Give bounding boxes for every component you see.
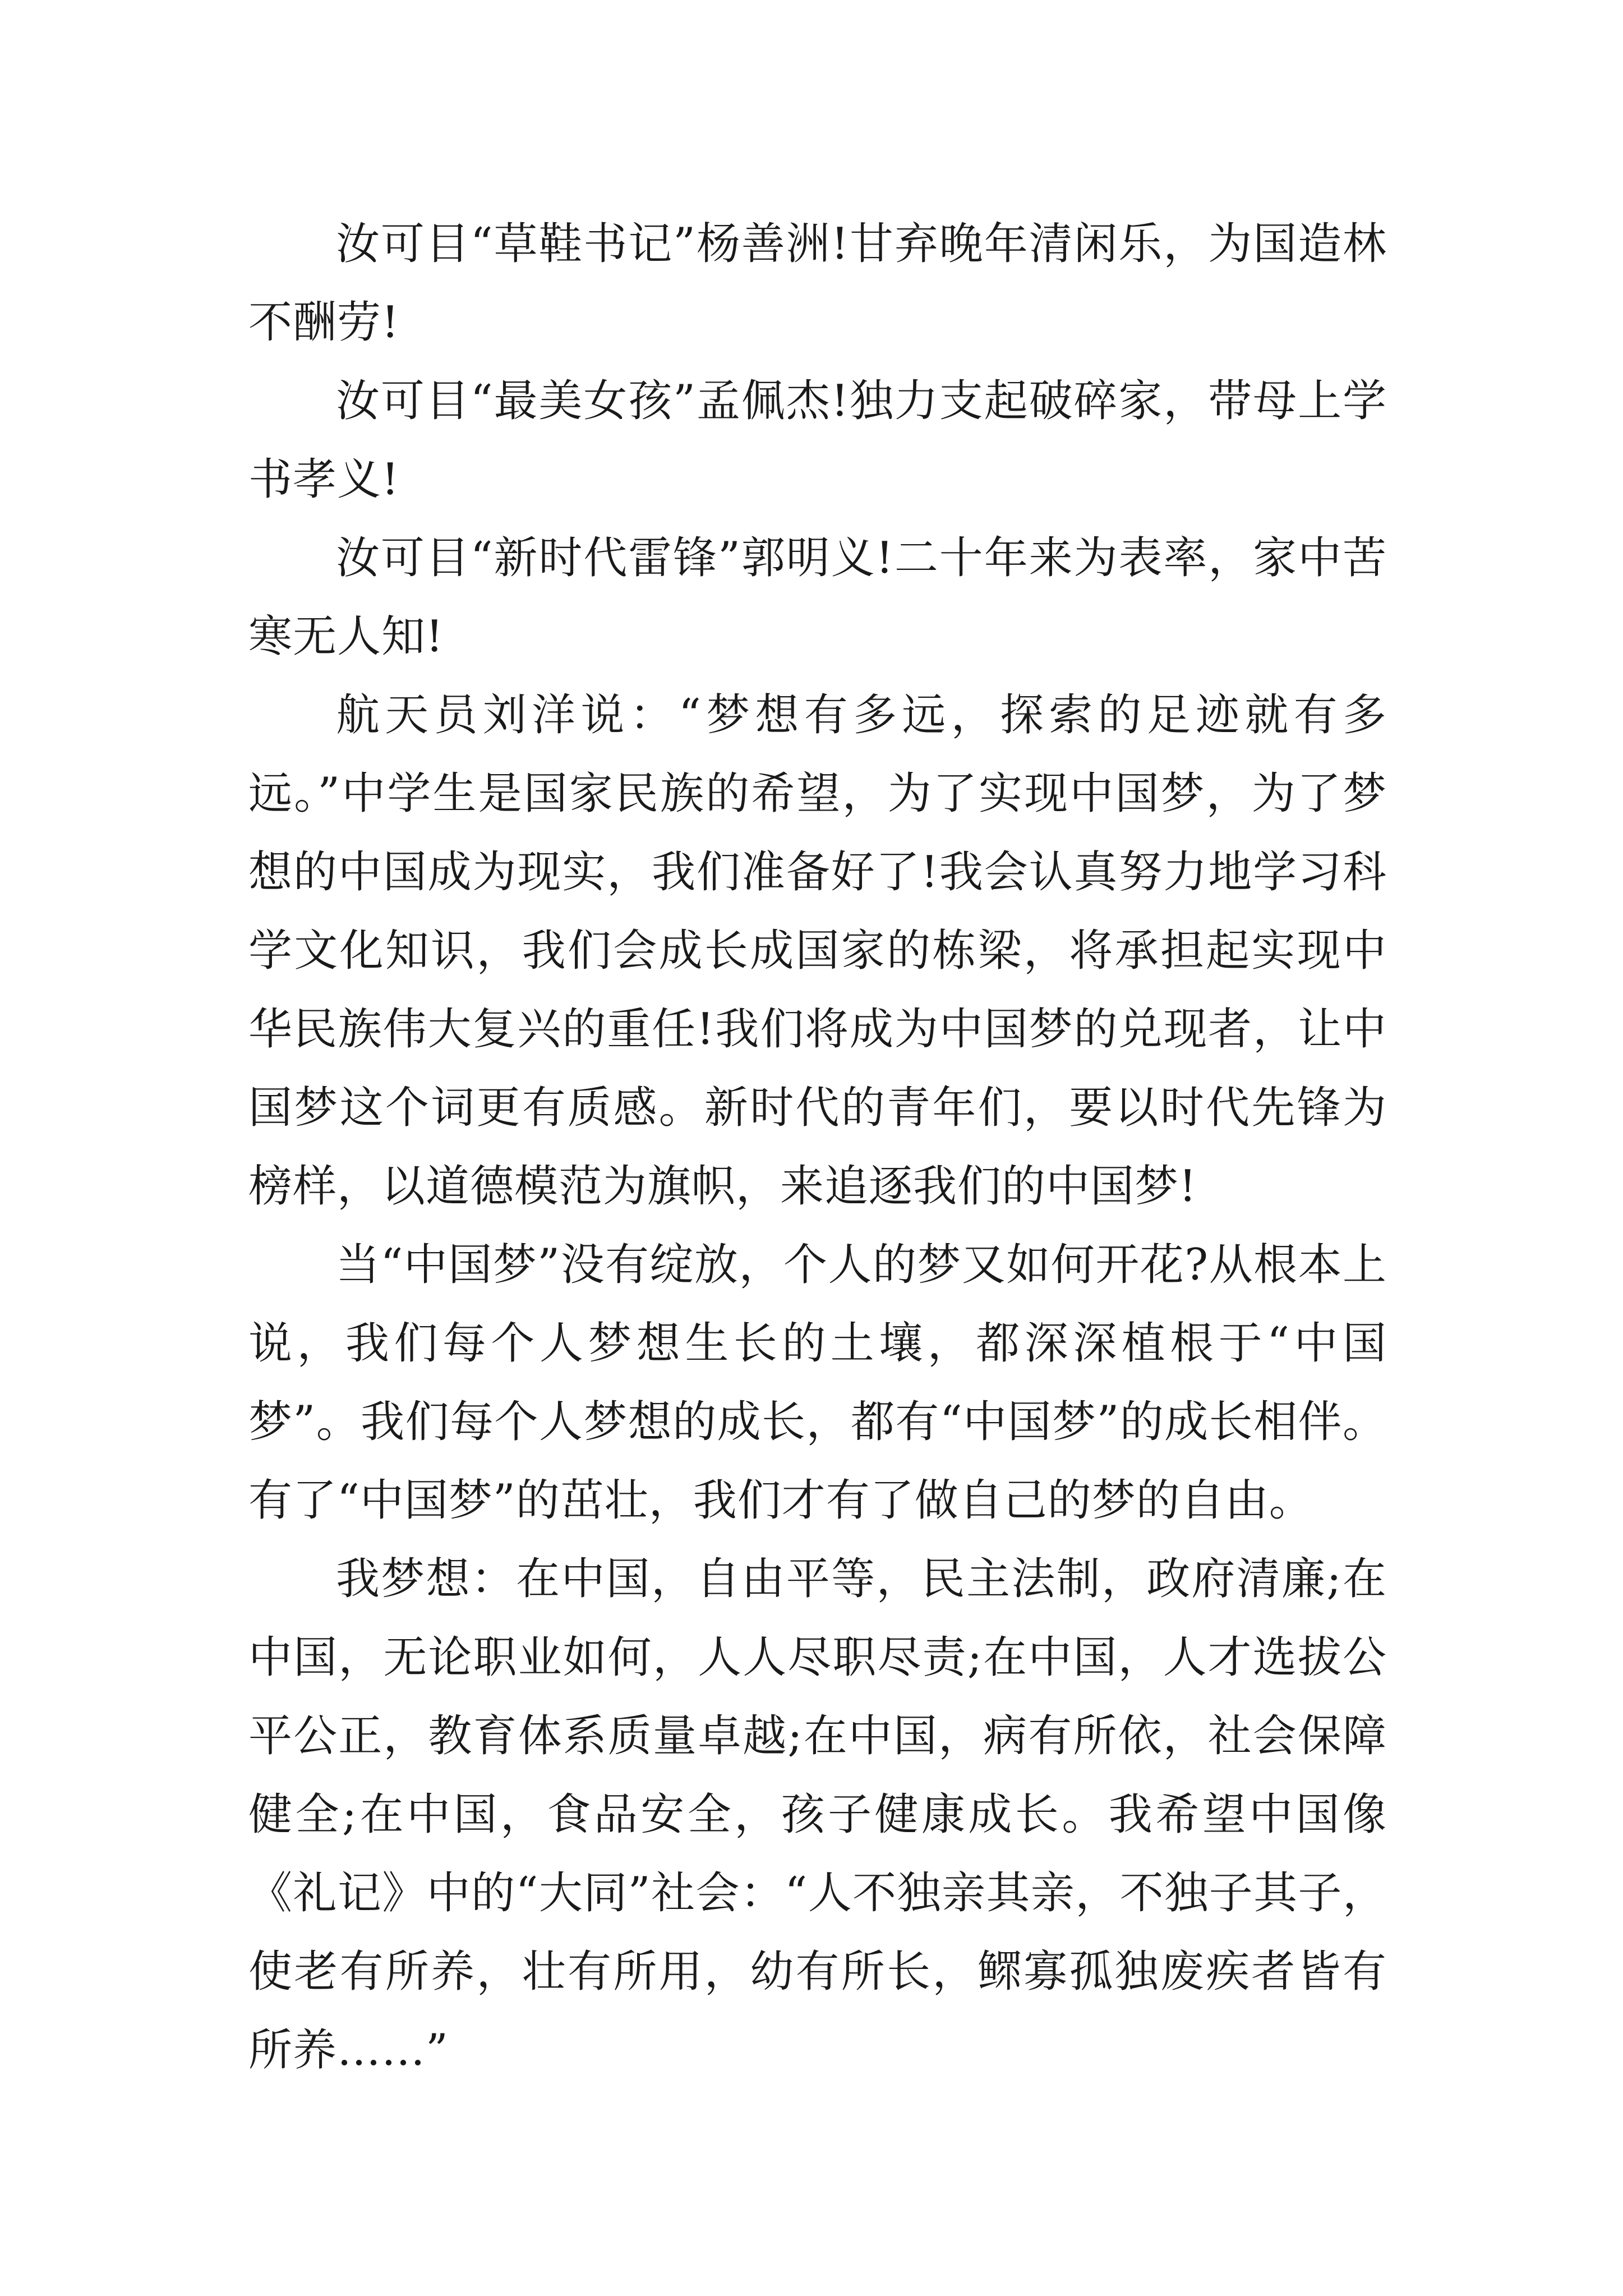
paragraph-guo-mingyi: 汝可目“新时代雷锋”郭明义!二十年来为表率，家中苦寒无人知! <box>248 533 1387 662</box>
document-body <box>248 205 1387 2090</box>
paragraph-meng-peijie: 汝可目“最美女孩”孟佩杰!独力支起破碎家，带母上学书孝义! <box>248 376 1387 505</box>
paragraph-liu-yang-quote: 航天员刘洋说：“梦想有多远，探索的足迹就有多远。”中学生是国家民族的希望，为了实现中国梦，为了梦想的中国成为现实，我们准备好了!我会认真努力地学习科学文化知识，我们会成长成国家的栋梁，将承担起实现中华民族伟大复兴的重任!我们将成为中国梦的兑现者，让中国梦这个词更有质感。新时代的青年们，要以时代先锋为榜样，以道德模范为旗帜，来追逐我们的中国梦! <box>248 690 1387 1212</box>
paragraph-china-dream: 当“中国梦”没有绽放，个人的梦又如何开花?从根本上说，我们每个人梦想生长的土壤，都深深植根于“中国梦”。我们每个人梦想的成长，都有“中国梦”的成长相伴。有了“中国梦”的茁壮，我们才有了做自己的梦的自由。 <box>248 1240 1387 1526</box>
paragraph-yang-shanzhou: 汝可目“草鞋书记”杨善洲!甘弃晚年清闲乐，为国造林不酬劳! <box>248 219 1387 348</box>
paragraph-my-dream: 我梦想：在中国，自由平等，民主法制，政府清廉;在中国，无论职业如何，人人尽职尽责;在中国，人才选拔公平公正，教育体系质量卓越;在中国，病有所依，社会保障健全;在中国，食品安全，孩子健康成长。我希望中国像《礼记》中的“大同”社会：“人不独亲其亲，不独子其子，使老有所养，壮有所用，幼有所长，鳏寡孤独废疾者皆有所养……” <box>248 1554 1387 2076</box>
